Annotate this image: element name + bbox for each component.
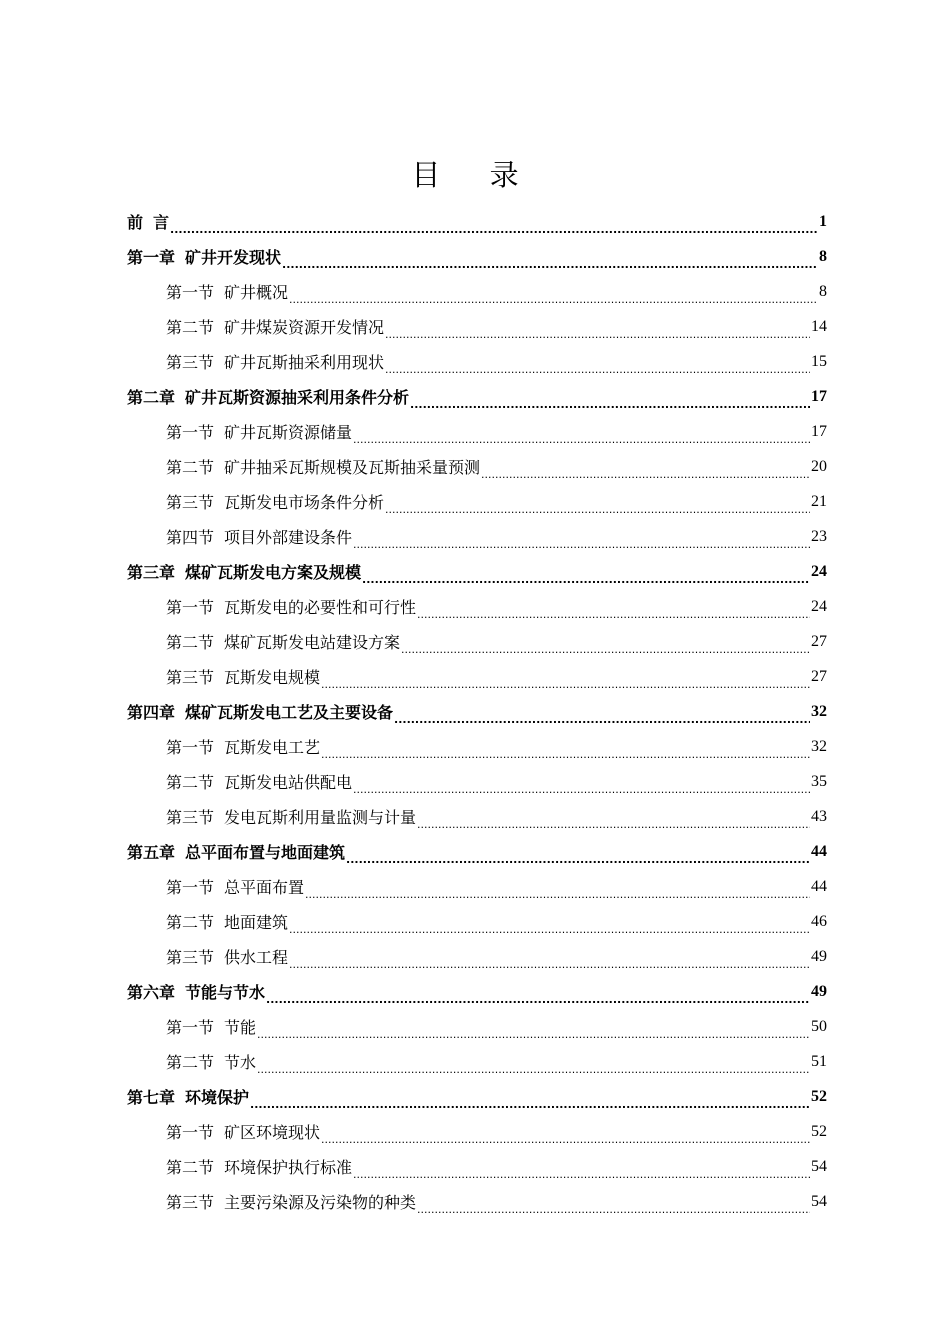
dot-leader [321, 673, 810, 689]
toc-section-entry[interactable] [166, 659, 827, 694]
toc-entry-label [127, 700, 393, 723]
toc-chapter-entry[interactable] [127, 239, 827, 274]
dot-leader [481, 463, 810, 479]
toc-entry-title: 节水 [224, 1053, 257, 1072]
dot-leader [250, 1093, 810, 1109]
toc-chapter-entry[interactable] [127, 974, 827, 1009]
toc-entry-label [127, 980, 265, 1003]
toc-entry-title: 矿井瓦斯资源储量 [224, 423, 353, 442]
toc-section-entry[interactable] [166, 939, 827, 974]
toc-entry-number: 第一章 [127, 248, 176, 267]
toc-entry-title: 发电瓦斯利用量监测与计量 [224, 808, 417, 827]
toc-entry-number: 第二节 [166, 773, 215, 792]
toc-entry-label [166, 910, 288, 933]
toc-section-entry[interactable] [166, 1114, 827, 1149]
dot-leader [266, 988, 810, 1004]
toc-section-entry[interactable] [166, 1184, 827, 1219]
toc-page-number: 21 [811, 492, 827, 510]
toc-entry-number: 第三节 [166, 493, 215, 512]
toc-entry-label [166, 665, 320, 688]
dot-leader [289, 953, 810, 969]
toc-entry-number: 第二节 [166, 458, 215, 477]
toc-entry-title: 节能 [224, 1018, 257, 1037]
toc-entry-label [166, 280, 288, 303]
toc-section-entry[interactable] [166, 274, 827, 309]
toc-chapter-entry[interactable] [127, 1079, 827, 1114]
toc-entry-title: 矿井瓦斯资源抽采利用条件分析 [185, 388, 410, 407]
toc-entry-title: 总平面布置与地面建筑 [185, 843, 346, 862]
dot-leader [385, 498, 810, 514]
toc-entry-label [166, 1190, 416, 1213]
toc-entry-number: 第七章 [127, 1088, 176, 1107]
toc-page-number: 27 [811, 632, 827, 650]
toc-section-entry[interactable] [166, 1009, 827, 1044]
toc-entry-label [127, 245, 281, 268]
toc-entry-number: 第二节 [166, 1158, 215, 1177]
toc-entry-number: 第一节 [166, 878, 215, 897]
toc-page-number: 14 [811, 317, 827, 335]
dot-leader [353, 428, 810, 444]
toc-entry-title: 煤矿瓦斯发电工艺及主要设备 [185, 703, 394, 722]
toc-chapter-entry[interactable] [127, 554, 827, 589]
toc-chapter-entry[interactable] [127, 204, 827, 239]
toc-section-entry[interactable] [166, 484, 827, 519]
toc-entry-number: 第三节 [166, 1193, 215, 1212]
toc-entry-title: 瓦斯发电规模 [224, 668, 321, 687]
toc-entry-label [166, 350, 384, 373]
toc-entry-number: 第四节 [166, 528, 215, 547]
toc-section-entry[interactable] [166, 1149, 827, 1184]
dot-leader [346, 848, 810, 864]
toc-page-number: 8 [819, 282, 827, 300]
toc-page-number: 43 [811, 807, 827, 825]
toc-page-number: 44 [811, 877, 827, 895]
toc-page-number: 32 [811, 737, 827, 755]
toc-entry-title: 瓦斯发电市场条件分析 [224, 493, 385, 512]
dot-leader [321, 1128, 810, 1144]
toc-entry-title: 地面建筑 [224, 913, 289, 932]
toc-page-number: 52 [811, 1087, 827, 1105]
toc-entry-label [166, 735, 320, 758]
dot-leader [417, 603, 810, 619]
toc-entry-label [166, 805, 416, 828]
dot-leader [385, 323, 810, 339]
toc-entry-title: 瓦斯发电站供配电 [224, 773, 353, 792]
toc-list [0, 204, 950, 1219]
toc-entry-number: 第六章 [127, 983, 176, 1002]
toc-entry-title: 言 [153, 213, 170, 232]
toc-entry-label [166, 315, 384, 338]
toc-page-number: 17 [811, 422, 827, 440]
dot-leader [305, 883, 810, 899]
toc-page-number: 1 [819, 212, 827, 230]
toc-chapter-entry[interactable] [127, 834, 827, 869]
toc-page-number: 54 [811, 1192, 827, 1210]
toc-page-number: 24 [811, 597, 827, 615]
toc-page-number: 35 [811, 772, 827, 790]
toc-entry-title: 瓦斯发电的必要性和可行性 [224, 598, 417, 617]
toc-entry-number: 第四章 [127, 703, 176, 722]
toc-section-entry[interactable] [166, 449, 827, 484]
toc-entry-label [166, 630, 400, 653]
toc-page-number: 20 [811, 457, 827, 475]
toc-page-number: 51 [811, 1052, 827, 1070]
toc-entry-number: 第一节 [166, 283, 215, 302]
toc-entry-label [127, 1085, 249, 1108]
toc-title: 目 录 [411, 158, 539, 192]
toc-page-number: 8 [819, 247, 827, 265]
toc-entry-number: 第一节 [166, 598, 215, 617]
toc-entry-title: 矿井开发现状 [185, 248, 282, 267]
dot-leader [257, 1023, 810, 1039]
toc-page-number: 49 [811, 947, 827, 965]
toc-chapter-entry[interactable] [127, 694, 827, 729]
toc-entry-number: 第二章 [127, 388, 176, 407]
toc-section-entry[interactable] [166, 904, 827, 939]
toc-entry-label [166, 770, 352, 793]
toc-entry-title: 煤矿瓦斯发电站建设方案 [224, 633, 401, 652]
toc-entry-number: 第二节 [166, 318, 215, 337]
dot-leader [353, 778, 810, 794]
toc-entry-number: 前 [127, 213, 144, 232]
dot-leader [289, 288, 818, 304]
toc-entry-label [166, 945, 288, 968]
dot-leader [289, 918, 810, 934]
toc-entry-number: 第一节 [166, 738, 215, 757]
toc-page-number: 17 [811, 387, 827, 405]
toc-entry-title: 环境保护 [185, 1088, 250, 1107]
toc-page-number: 44 [811, 842, 827, 860]
toc-entry-label [127, 560, 361, 583]
toc-section-entry[interactable] [166, 869, 827, 904]
dot-leader [410, 393, 810, 409]
toc-page-number: 52 [811, 1122, 827, 1140]
toc-entry-number: 第五章 [127, 843, 176, 862]
toc-entry-number: 第三章 [127, 563, 176, 582]
toc-entry-label [127, 210, 169, 233]
toc-entry-title: 节能与节水 [185, 983, 266, 1002]
toc-entry-label [127, 385, 409, 408]
toc-section-entry[interactable] [166, 799, 827, 834]
toc-section-entry[interactable] [166, 519, 827, 554]
dot-leader [401, 638, 810, 654]
dot-leader [257, 1058, 810, 1074]
toc-entry-label [166, 595, 416, 618]
toc-entry-number: 第三节 [166, 668, 215, 687]
toc-entry-label [127, 840, 345, 863]
toc-entry-number: 第一节 [166, 1018, 215, 1037]
toc-entry-label [166, 490, 384, 513]
toc-entry-number: 第二节 [166, 913, 215, 932]
toc-section-entry[interactable] [166, 764, 827, 799]
toc-entry-title: 矿井概况 [224, 283, 289, 302]
dot-leader [362, 568, 810, 584]
toc-entry-title: 矿井煤炭资源开发情况 [224, 318, 385, 337]
toc-section-entry[interactable] [166, 344, 827, 379]
toc-entry-number: 第一节 [166, 423, 215, 442]
toc-entry-number: 第三节 [166, 808, 215, 827]
toc-entry-label [166, 875, 304, 898]
toc-section-entry[interactable] [166, 589, 827, 624]
toc-entry-number: 第三节 [166, 353, 215, 372]
dot-leader [385, 358, 810, 374]
toc-section-entry[interactable] [166, 624, 827, 659]
toc-entry-number: 第二节 [166, 633, 215, 652]
toc-entry-title: 主要污染源及污染物的种类 [224, 1193, 417, 1212]
dot-leader [417, 813, 810, 829]
toc-entry-label [166, 420, 352, 443]
toc-entry-title: 矿区环境现状 [224, 1123, 321, 1142]
toc-section-entry[interactable] [166, 309, 827, 344]
dot-leader [353, 1163, 810, 1179]
toc-page-number: 54 [811, 1157, 827, 1175]
toc-page-number: 32 [811, 702, 827, 720]
toc-page-number: 46 [811, 912, 827, 930]
toc-entry-title: 矿井瓦斯抽采利用现状 [224, 353, 385, 372]
toc-entry-number: 第二节 [166, 1053, 215, 1072]
toc-entry-title: 环境保护执行标准 [224, 1158, 353, 1177]
toc-page-number: 27 [811, 667, 827, 685]
toc-section-entry[interactable] [166, 1044, 827, 1079]
toc-section-entry[interactable] [166, 414, 827, 449]
dot-leader [417, 1198, 810, 1214]
toc-page-number: 15 [811, 352, 827, 370]
toc-entry-number: 第一节 [166, 1123, 215, 1142]
toc-entry-label [166, 525, 352, 548]
toc-chapter-entry[interactable] [127, 379, 827, 414]
toc-entry-title: 瓦斯发电工艺 [224, 738, 321, 757]
toc-entry-title: 煤矿瓦斯发电方案及规模 [185, 563, 362, 582]
toc-entry-label [166, 455, 480, 478]
toc-entry-title: 矿井抽采瓦斯规模及瓦斯抽采量预测 [224, 458, 481, 477]
dot-leader [353, 533, 810, 549]
dot-leader [321, 743, 810, 759]
toc-page-number: 50 [811, 1017, 827, 1035]
toc-entry-number: 第三节 [166, 948, 215, 967]
toc-entry-label [166, 1050, 256, 1073]
toc-page-number: 24 [811, 562, 827, 580]
dot-leader [170, 218, 818, 234]
toc-entry-label [166, 1015, 256, 1038]
toc-page-number: 23 [811, 527, 827, 545]
toc-entry-title: 供水工程 [224, 948, 289, 967]
toc-entry-label [166, 1120, 320, 1143]
toc-section-entry[interactable] [166, 729, 827, 764]
toc-entry-title: 总平面布置 [224, 878, 305, 897]
dot-leader [394, 708, 810, 724]
toc-page-number: 49 [811, 982, 827, 1000]
toc-entry-title: 项目外部建设条件 [224, 528, 353, 547]
toc-entry-label [166, 1155, 352, 1178]
dot-leader [282, 253, 818, 269]
